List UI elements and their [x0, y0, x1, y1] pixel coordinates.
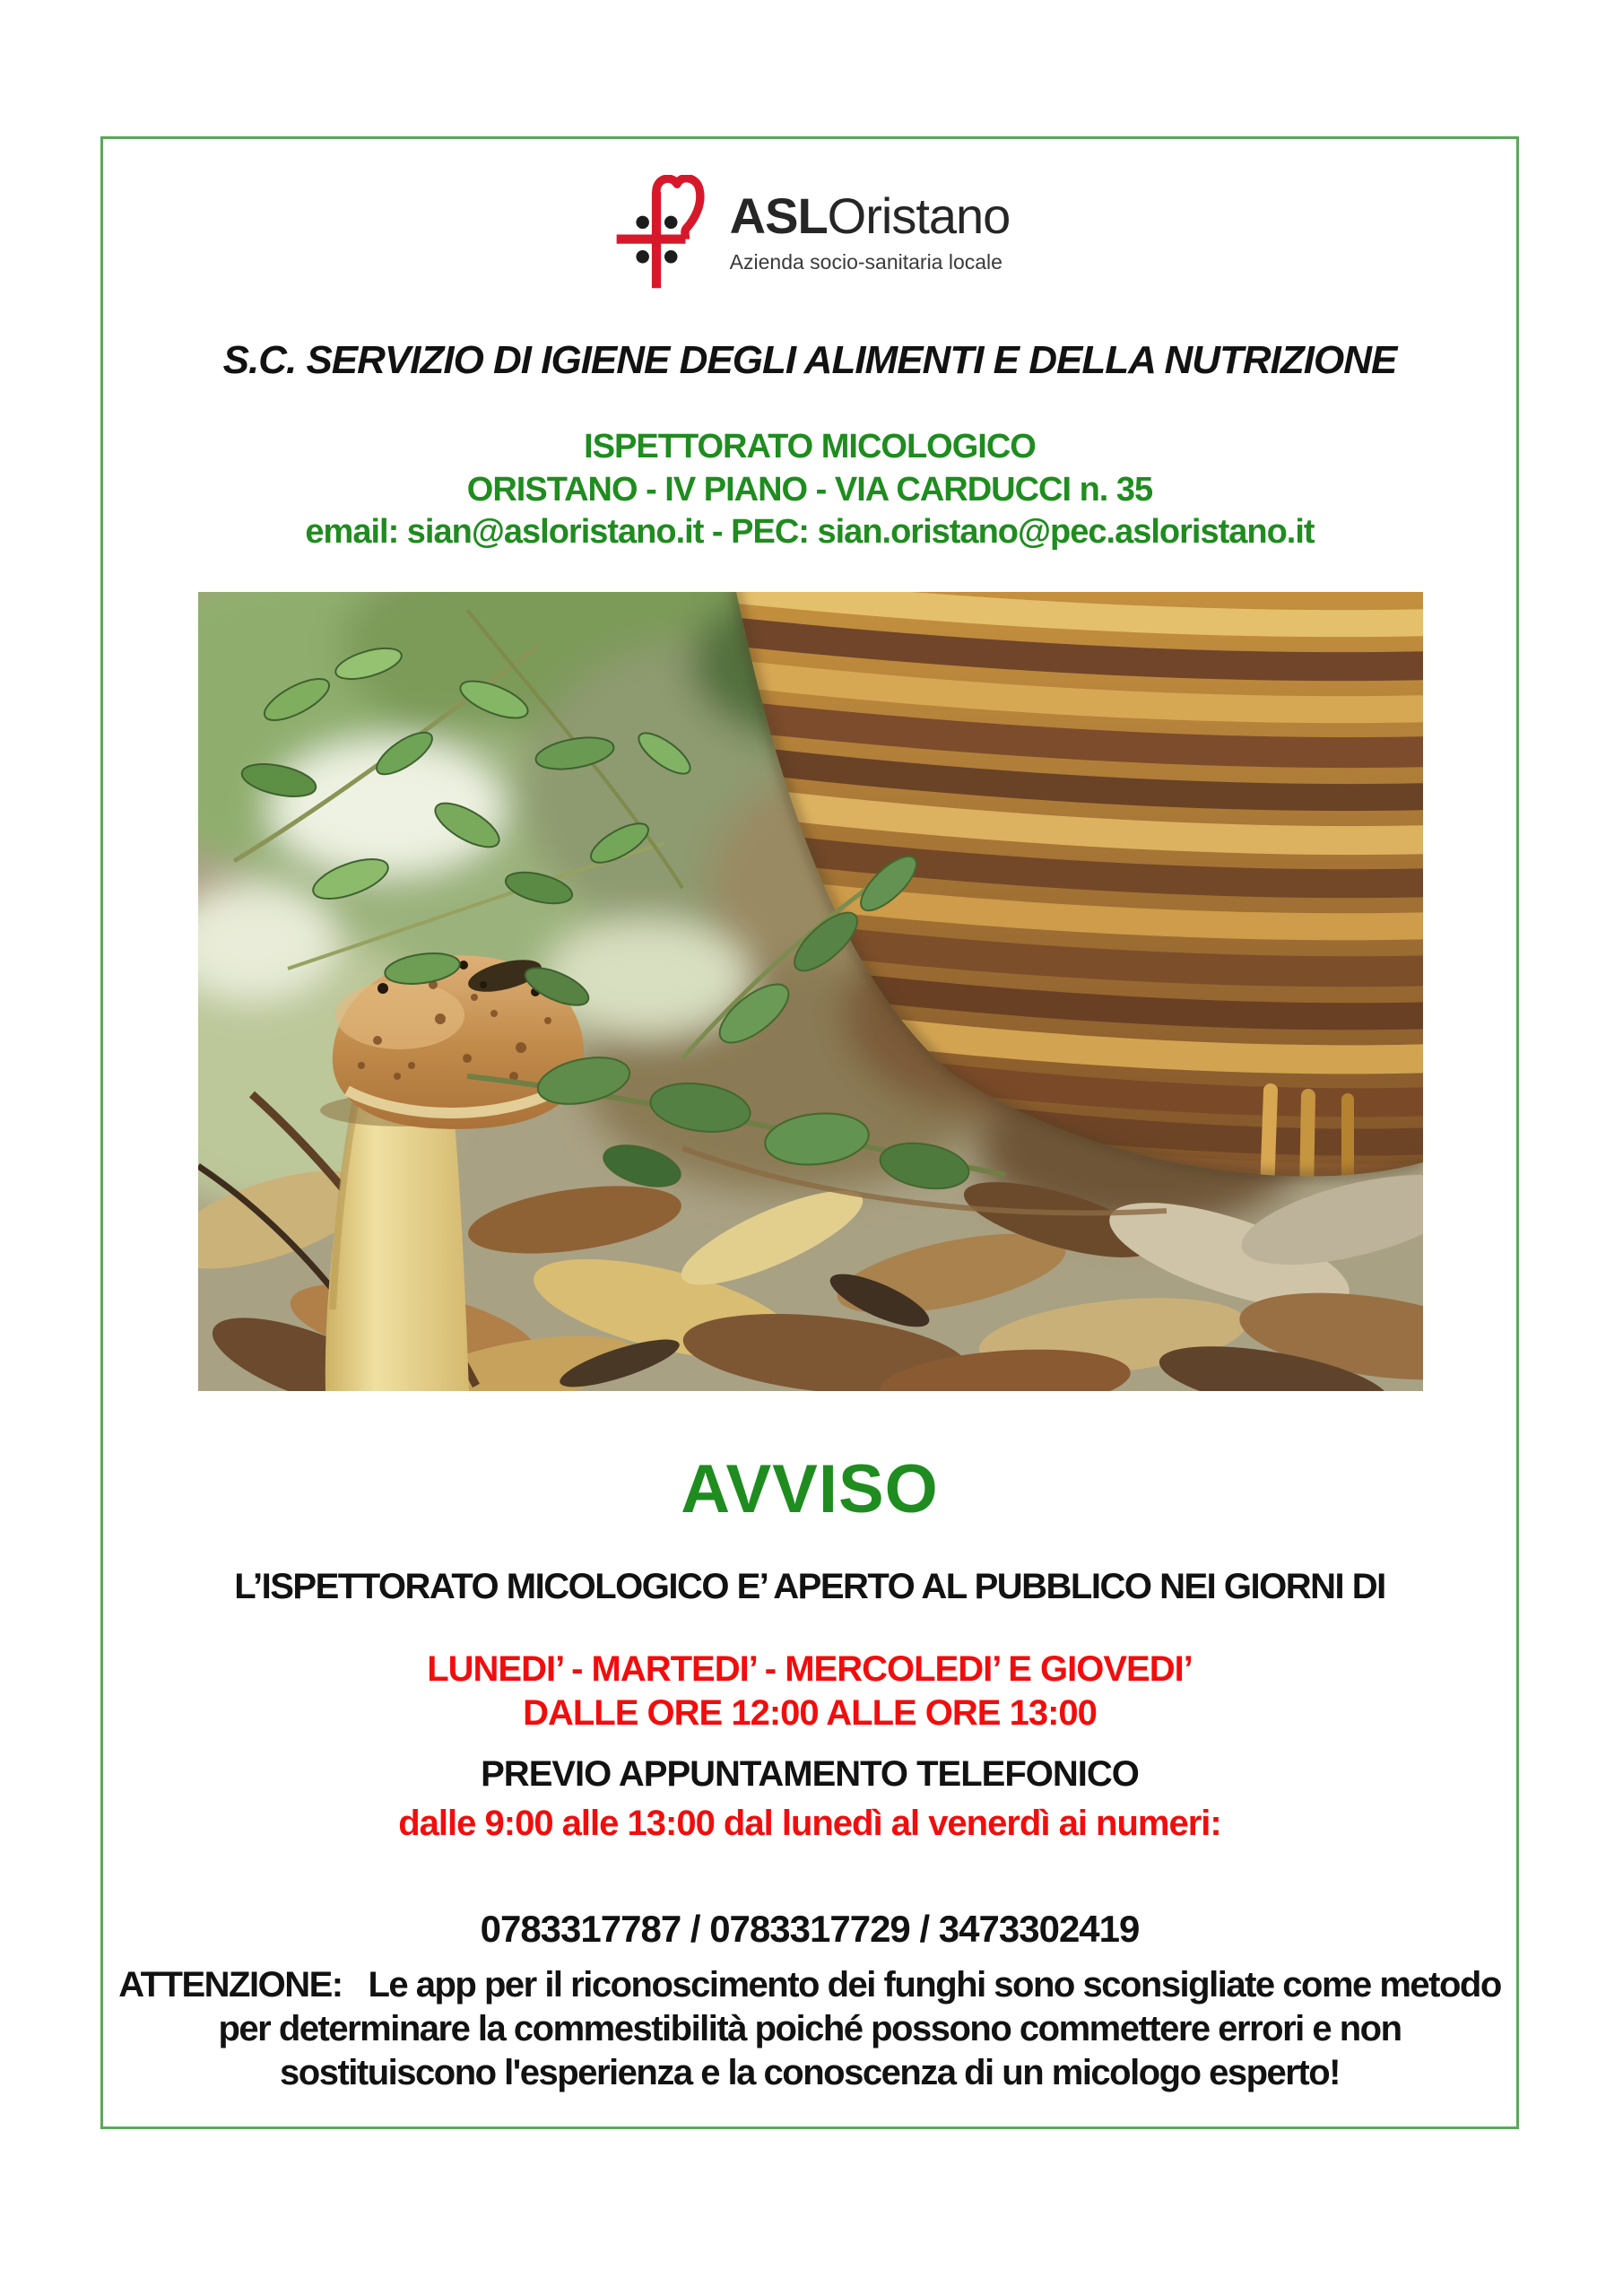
- asl-logo-acronym: ASL: [729, 187, 828, 244]
- asl-logo: [103, 175, 1516, 290]
- notice-page: [100, 136, 1519, 2129]
- asl-logo-name: [729, 187, 1011, 244]
- asl-cross-heart-icon: [610, 175, 714, 290]
- asl-logo-subtitle: Azienda socio-sanitaria locale: [729, 250, 1002, 274]
- notice-warning: ATTENZIONE: Le app per il riconoscimento dei funghi sono sconsigliate come metodo per determinare la commestibilità poiché possono commettere errori e non sostituiscono l'esperienza e la conoscenza di un micologo esperto!: [118, 1965, 1501, 2093]
- asl-logo-text: [730, 175, 1011, 274]
- notice-open-line: L’ISPETTORATO MICOLOGICO E’ APERTO AL PUBBLICO NEI GIORNI DI: [234, 1567, 1385, 1606]
- notice-hours: DALLE ORE 12:00 ALLE ORE 13:00: [523, 1692, 1097, 1733]
- mushroom-basket-photo: [198, 592, 1423, 1391]
- asl-logo-city: Oristano: [827, 187, 1011, 244]
- notice-heading: AVVISO: [681, 1451, 939, 1527]
- contact-address: ORISTANO - IV PIANO - VIA CARDUCCI n. 35: [466, 470, 1153, 509]
- contact-block: [103, 426, 1516, 554]
- notice-appointment: PREVIO APPUNTAMENTO TELEFONICO: [481, 1754, 1139, 1794]
- service-title: S.C. SERVIZIO DI IGIENE DEGLI ALIMENTI E DELLA NUTRIZIONE: [222, 338, 1397, 382]
- notice-phone-hours: dalle 9:00 alle 13:00 dal lunedì al venerdì ai numeri:: [398, 1804, 1221, 1844]
- contact-email-pec: email: sian@asloristano.it - PEC: sian.oristano@pec.asloristano.it: [305, 513, 1315, 551]
- notice-days-hours: [103, 1648, 1516, 1735]
- contact-office: ISPETTORATO MICOLOGICO: [584, 428, 1036, 465]
- notice-appointment-block: [103, 1750, 1516, 1848]
- notice-phone-numbers: 0783317787 / 0783317729 / 3473302419: [480, 1908, 1140, 1950]
- notice-days: LUNEDI’ - MARTEDI’ - MERCOLEDI’ E GIOVEDI’: [427, 1649, 1193, 1689]
